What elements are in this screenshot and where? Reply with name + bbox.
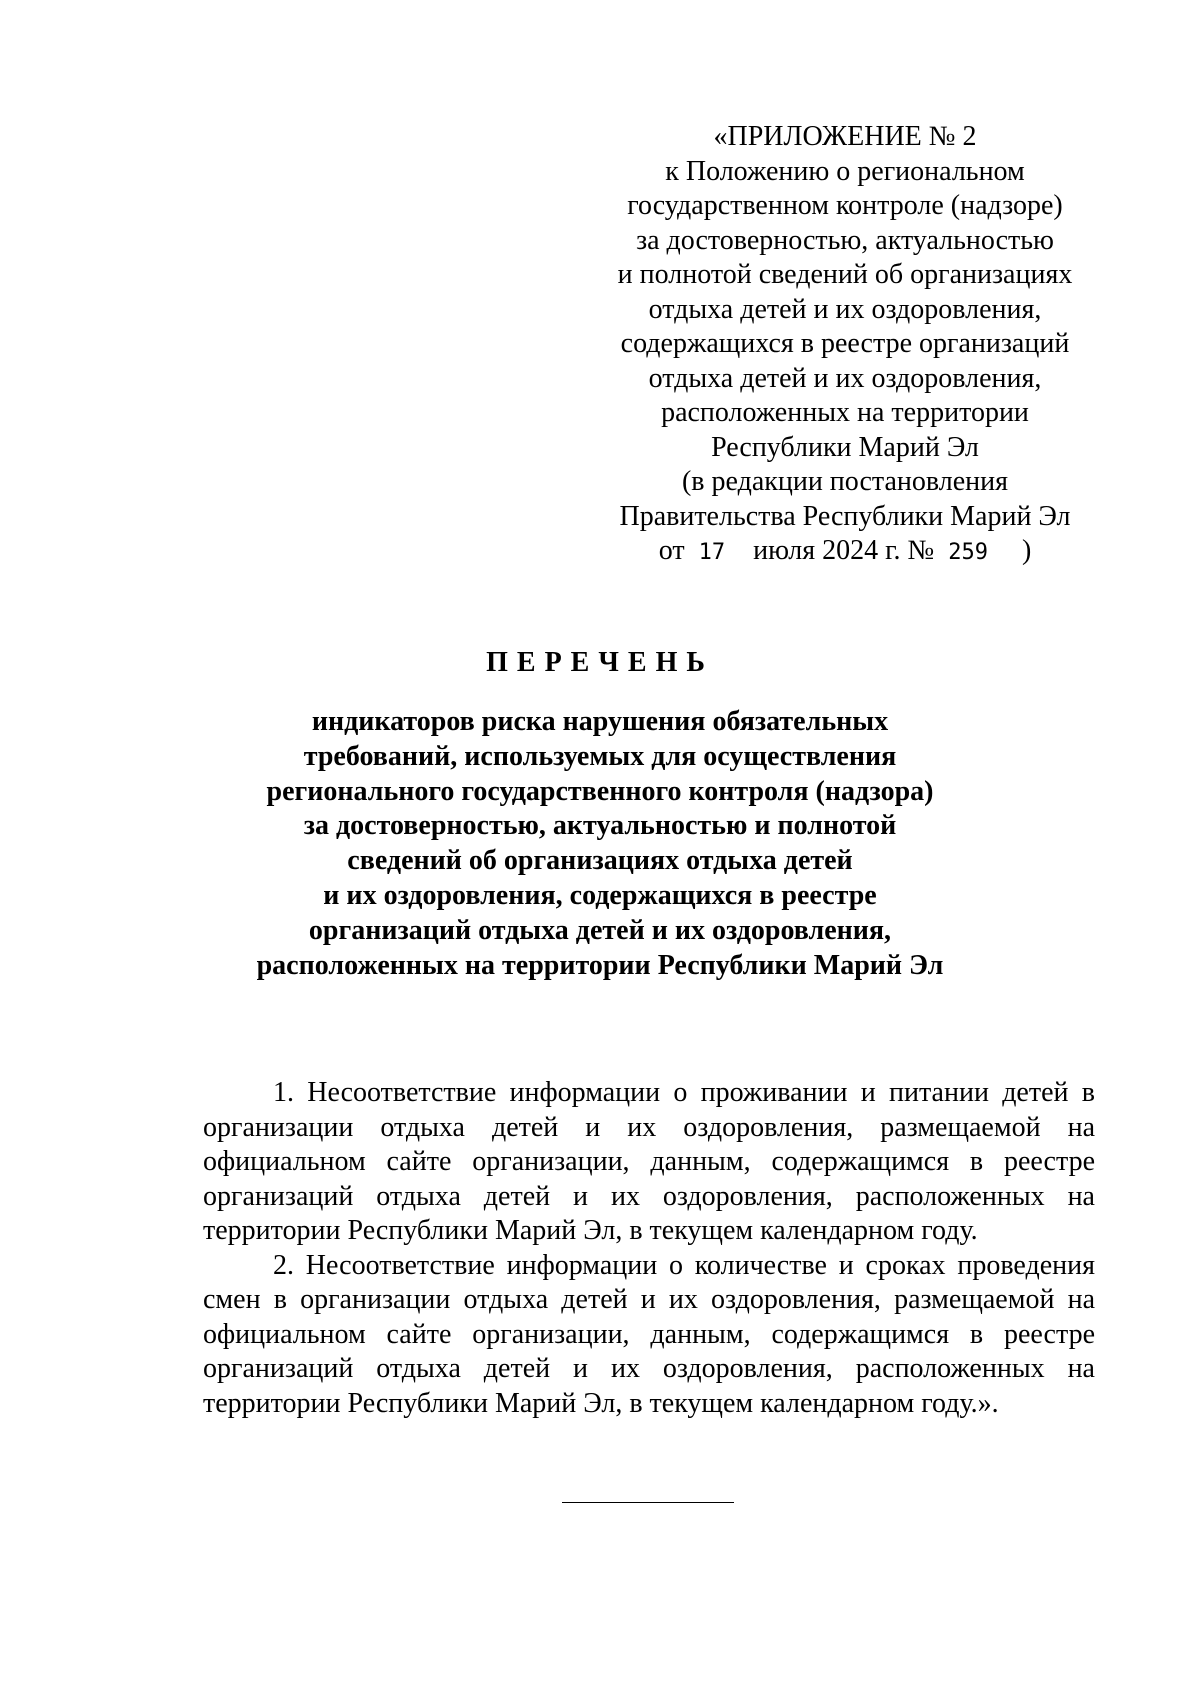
subtitle-line: требований, используемых для осуществления [303, 740, 897, 772]
appendix-line: и полнотой сведений об организациях [617, 259, 1073, 290]
appendix-line: «ПРИЛОЖЕНИЕ № 2 [713, 121, 977, 152]
appendix-line: за достоверностью, актуальностью [636, 224, 1054, 256]
subtitle-line: расположенных на территории Республики Марий Эл [256, 949, 944, 981]
resolution-month-year: июля 2024 г. № [753, 535, 935, 566]
date-prefix: от [658, 535, 685, 566]
document-title: ПЕРЕЧЕНЬ [486, 647, 714, 678]
end-divider [562, 1502, 734, 1503]
subtitle-line: и их оздоровления, содержащихся в реестре [323, 879, 877, 911]
appendix-line: Правительства Республики Марий Эл [619, 500, 1071, 532]
subtitle-line: за достоверностью, актуальностью и полнотой [303, 810, 897, 842]
appendix-line: к Положению о региональном [665, 155, 1025, 187]
subtitle-line: индикаторов риска нарушения обязательных [311, 706, 889, 737]
appendix-line: отдыха детей и их оздоровления, [648, 293, 1042, 325]
appendix-line: содержащихся в реестре организаций [620, 328, 1070, 359]
appendix-line: государственном контроле (надзоре) [627, 190, 1063, 221]
indicator-item: 2. Несоответствие информации о количестве и сроках проведения смен в организации отдыха детей и их оздоровления, размещаемой на официальном сайте организации, данным, содержащимся в реестре организаций отдыха детей и их оздоровления, расположенных на территории Республики Марий Эл, в текущем календарном году.». [203, 1249, 1095, 1419]
subtitle-line: сведений об организациях отдыха детей [347, 845, 853, 877]
appendix-line: (в редакции постановления [681, 466, 1009, 497]
appendix-line: отдыха детей и их оздоровления, [648, 362, 1042, 394]
indicator-item: 1. Несоответствие информации о проживании и питании детей в организации отдыха детей и их оздоровления, размещаемой на официальном сайте организации, данным, содержащимся в реестре организаций отдыха детей и их оздоровления, расположенных на территории Республики Марий Эл, в текущем календарном году. [203, 1077, 1095, 1246]
indicator-list [203, 1076, 1095, 1421]
subtitle-line: организаций отдыха детей и их оздоровления, [308, 914, 892, 946]
date-suffix: ) [1021, 535, 1032, 566]
subtitle-line: регионального государственного контроля (надзора) [266, 775, 934, 807]
resolution-day: 17 [698, 540, 726, 565]
resolution-number: 259 [948, 540, 988, 565]
appendix-header [600, 120, 1090, 571]
appendix-line: расположенных на территории [661, 397, 1029, 428]
appendix-line: Республики Марий Эл [711, 431, 979, 463]
document-subtitle [200, 705, 1000, 983]
resolution-date-line [600, 534, 1090, 571]
